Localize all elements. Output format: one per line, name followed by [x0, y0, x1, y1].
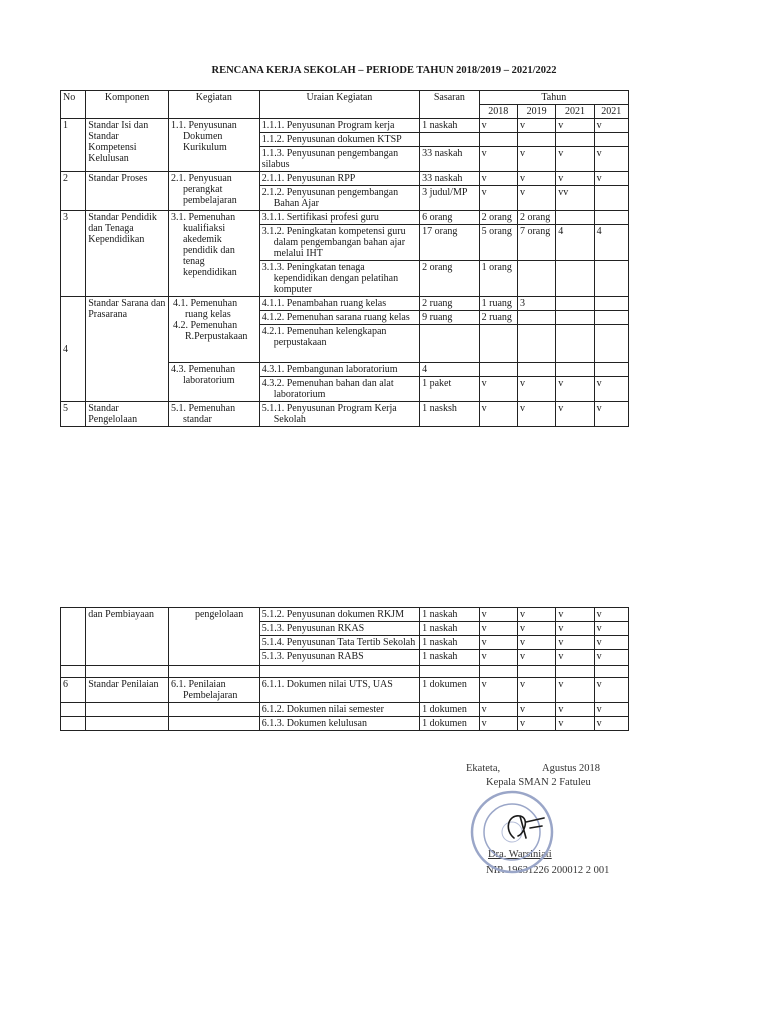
empty-cell: [61, 703, 86, 717]
year-cell: [594, 211, 628, 225]
kegiatan-cell: 4.3. Pemenuhan laboratorium: [168, 363, 259, 402]
row-no: 1: [61, 119, 86, 172]
year-header: 2018: [479, 105, 517, 119]
sasaran-cell: 1 paket: [420, 377, 480, 402]
kegiatan-cell: 6.1. Penilaian Pembelajaran: [168, 678, 259, 703]
signer-name: Dra. Warsiniati: [488, 849, 552, 860]
sasaran-cell: 1 naskah: [420, 608, 480, 622]
year-cell: v: [517, 622, 555, 636]
year-cell: v: [479, 717, 517, 731]
row-no: 5: [61, 402, 86, 427]
empty-cell: [168, 666, 259, 678]
year-cell: [517, 311, 555, 325]
year-cell: v: [594, 622, 628, 636]
kegiatan-cell: 3.1. Pemenuhan kualifiaksi akedemik pendidik dan tenag kependidikan: [168, 211, 259, 297]
table-row: [61, 119, 629, 133]
year-cell: [556, 325, 594, 363]
year-cell: [479, 133, 517, 147]
table-row: [61, 678, 629, 703]
year-cell: 3: [517, 297, 555, 311]
sasaran-cell: 1 nasksh: [420, 402, 480, 427]
sasaran-cell: 33 naskah: [420, 172, 480, 186]
document-title: RENCANA KERJA SEKOLAH – PERIODE TAHUN 2018/2019 – 2021/2022: [211, 65, 557, 76]
table-row: [61, 703, 629, 717]
uraian-cell: 2.1.1. Penyusunan RPP: [259, 172, 419, 186]
uraian-cell: 3.1.1. Sertifikasi profesi guru: [259, 211, 419, 225]
year-cell: v: [594, 717, 628, 731]
uraian-cell: 6.1.2. Dokumen nilai semester: [259, 703, 419, 717]
year-cell: 1 ruang: [479, 297, 517, 311]
year-cell: v: [479, 119, 517, 133]
year-cell: [517, 261, 555, 297]
year-cell: 4: [594, 225, 628, 261]
empty-cell: [556, 666, 594, 678]
empty-cell: [168, 703, 259, 717]
table-row: [61, 402, 629, 427]
empty-cell: [168, 717, 259, 731]
kegiatan-item: 4.2. Pemenuhan R.Perpustakaan: [172, 320, 248, 342]
year-cell: [594, 363, 628, 377]
komponen-cell: Standar Proses: [86, 172, 169, 211]
uraian-cell: 3.1.3. Peningkatan tenaga kependidikan dengan pelatihan komputer: [259, 261, 419, 297]
year-cell: v: [594, 650, 628, 666]
year-header: 2021: [556, 105, 594, 119]
signer-nip: NIP. 19631226 200012 2 001: [486, 865, 610, 876]
komponen-cell: Standar Sarana dan Prasarana: [86, 297, 169, 402]
header-uraian: Uraian Kegiatan: [259, 91, 419, 119]
work-plan-table-continued: [60, 607, 629, 731]
uraian-cell: 3.1.2. Peningkatan kompetensi guru dalam pengembangan bahan ajar melalui IHT: [259, 225, 419, 261]
uraian-cell: 5.1.2. Penyusunan dokumen RKJM: [259, 608, 419, 622]
kegiatan-cell: pengelolaan: [168, 608, 259, 666]
sasaran-cell: 2 orang: [420, 261, 480, 297]
year-cell: v: [556, 147, 594, 172]
year-cell: 1 orang: [479, 261, 517, 297]
year-cell: v: [479, 678, 517, 703]
year-cell: v: [479, 186, 517, 211]
empty-cell: [61, 666, 86, 678]
komponen-cell: Standar Pendidik dan Tenaga Kependidikan: [86, 211, 169, 297]
year-cell: v: [594, 636, 628, 650]
sasaran-cell: 3 judul/MP: [420, 186, 480, 211]
year-cell: v: [479, 402, 517, 427]
year-cell: v: [517, 650, 555, 666]
sasaran-cell: 1 dokumen: [420, 678, 480, 703]
year-cell: v: [479, 147, 517, 172]
year-cell: v: [479, 608, 517, 622]
year-cell: v: [517, 119, 555, 133]
year-cell: [556, 297, 594, 311]
sasaran-cell: [420, 325, 480, 363]
sasaran-cell: [420, 133, 480, 147]
year-cell: [594, 261, 628, 297]
spacer-row: [61, 666, 629, 678]
uraian-cell: 4.1.2. Pemenuhan sarana ruang kelas: [259, 311, 419, 325]
sasaran-cell: 33 naskah: [420, 147, 480, 172]
year-cell: v: [556, 402, 594, 427]
year-cell: v: [517, 402, 555, 427]
year-cell: v: [556, 172, 594, 186]
komponen-cell: Standar Isi dan Standar Kompetensi Kelulusan: [86, 119, 169, 172]
year-cell: [556, 133, 594, 147]
year-cell: v: [594, 703, 628, 717]
kegiatan-cell: 1.1. Penyusunan Dokumen Kurikulum: [168, 119, 259, 172]
header-komponen: Komponen: [86, 91, 169, 119]
header-no: No: [61, 91, 86, 119]
header-row: [61, 91, 629, 105]
year-cell: [479, 325, 517, 363]
year-cell: v: [517, 678, 555, 703]
uraian-cell: 4.1.1. Penambahan ruang kelas: [259, 297, 419, 311]
year-cell: [479, 363, 517, 377]
year-cell: [517, 325, 555, 363]
uraian-cell: 6.1.3. Dokumen kelulusan: [259, 717, 419, 731]
year-cell: v: [594, 172, 628, 186]
year-cell: v: [556, 636, 594, 650]
empty-cell: [594, 666, 628, 678]
table-row: [61, 172, 629, 186]
year-cell: v: [556, 377, 594, 402]
sasaran-cell: 4: [420, 363, 480, 377]
empty-cell: [259, 666, 419, 678]
table-row: [61, 717, 629, 731]
year-cell: [594, 133, 628, 147]
year-cell: 7 orang: [517, 225, 555, 261]
year-cell: v: [594, 147, 628, 172]
year-cell: v: [517, 377, 555, 402]
year-cell: [556, 363, 594, 377]
kegiatan-cell: 5.1. Pemenuhan standar: [168, 402, 259, 427]
uraian-cell: 1.1.1. Penyusunan Program kerja: [259, 119, 419, 133]
year-header: 2019: [517, 105, 555, 119]
year-cell: [556, 211, 594, 225]
year-cell: [517, 133, 555, 147]
sasaran-cell: 6 orang: [420, 211, 480, 225]
year-cell: v: [556, 717, 594, 731]
year-cell: v: [517, 186, 555, 211]
year-header: 2021: [594, 105, 628, 119]
komponen-cell: Standar Pengelolaan: [86, 402, 169, 427]
kegiatan-cell: 2.1. Penyusuan perangkat pembelajaran: [168, 172, 259, 211]
signer-role: Kepala SMAN 2 Fatuleu: [486, 777, 591, 788]
sasaran-cell: 1 dokumen: [420, 703, 480, 717]
sasaran-cell: 1 naskah: [420, 119, 480, 133]
place-date: [466, 762, 666, 776]
year-cell: v: [556, 650, 594, 666]
row-no: 3: [61, 211, 86, 297]
date: Agustus 2018: [542, 763, 601, 774]
komponen-cell: Standar Penilaian: [86, 678, 169, 703]
sasaran-cell: 1 dokumen: [420, 717, 480, 731]
year-cell: v: [517, 608, 555, 622]
year-cell: v: [556, 703, 594, 717]
komponen-cell: dan Pembiayaan: [86, 608, 169, 666]
year-cell: 2 orang: [517, 211, 555, 225]
year-cell: 2 orang: [479, 211, 517, 225]
empty-cell: [479, 666, 517, 678]
year-cell: v: [517, 147, 555, 172]
uraian-cell: 5.1.3. Penyusunan RABS: [259, 650, 419, 666]
year-cell: v: [556, 678, 594, 703]
empty-cell: [86, 703, 169, 717]
year-cell: v: [556, 622, 594, 636]
year-cell: [594, 186, 628, 211]
year-cell: v: [517, 717, 555, 731]
table-row: [61, 608, 629, 622]
year-cell: [594, 297, 628, 311]
handwritten-signature: [500, 808, 560, 848]
uraian-cell: 6.1.1. Dokumen nilai UTS, UAS: [259, 678, 419, 703]
year-cell: v: [479, 650, 517, 666]
table-row: [61, 297, 629, 311]
empty-cell: [517, 666, 555, 678]
row-no: 4: [61, 297, 86, 402]
year-cell: v: [517, 636, 555, 650]
sasaran-cell: 1 naskah: [420, 650, 480, 666]
empty-cell: [86, 666, 169, 678]
uraian-cell: 1.1.2. Penyusunan dokumen KTSP: [259, 133, 419, 147]
year-cell: [556, 311, 594, 325]
year-cell: [556, 261, 594, 297]
year-cell: v: [479, 703, 517, 717]
year-cell: v: [594, 377, 628, 402]
kegiatan-cell: [168, 297, 259, 363]
year-cell: v: [594, 402, 628, 427]
empty-cell: [61, 717, 86, 731]
row-no: 6: [61, 678, 86, 703]
uraian-cell: 4.3.2. Pemenuhan bahan dan alat laboratorium: [259, 377, 419, 402]
place: Ekateta,: [466, 763, 501, 774]
kegiatan-item: 4.1. Pemenuhan ruang kelas: [172, 298, 238, 320]
uraian-cell: 5.1.3. Penyusunan RKAS: [259, 622, 419, 636]
sasaran-cell: 1 naskah: [420, 636, 480, 650]
year-cell: v: [594, 608, 628, 622]
table-row: [61, 211, 629, 225]
year-cell: v: [594, 119, 628, 133]
year-cell: v: [479, 172, 517, 186]
sasaran-cell: 1 naskah: [420, 622, 480, 636]
uraian-cell: 4.3.1. Pembangunan laboratorium: [259, 363, 419, 377]
work-plan-table: [60, 90, 629, 427]
year-cell: v: [556, 119, 594, 133]
year-cell: v: [517, 703, 555, 717]
row-no: [61, 608, 86, 666]
sasaran-cell: 2 ruang: [420, 297, 480, 311]
sasaran-cell: 17 orang: [420, 225, 480, 261]
uraian-cell: 5.1.4. Penyusunan Tata Tertib Sekolah: [259, 636, 419, 650]
uraian-cell: 4.2.1. Pemenuhan kelengkapan perpustakaan: [259, 325, 419, 363]
year-cell: 2 ruang: [479, 311, 517, 325]
year-cell: vv: [556, 186, 594, 211]
header-tahun: Tahun: [479, 91, 628, 105]
year-cell: v: [517, 172, 555, 186]
year-cell: 4: [556, 225, 594, 261]
year-cell: [594, 311, 628, 325]
year-cell: v: [594, 678, 628, 703]
year-cell: 5 orang: [479, 225, 517, 261]
header-kegiatan: Kegiatan: [168, 91, 259, 119]
row-no: 2: [61, 172, 86, 211]
uraian-cell: 2.1.2. Penyusunan pengembangan Bahan Ajar: [259, 186, 419, 211]
empty-cell: [86, 717, 169, 731]
header-sasaran: Sasaran: [420, 91, 480, 119]
uraian-cell: 5.1.1. Penyusunan Program Kerja Sekolah: [259, 402, 419, 427]
year-cell: [517, 363, 555, 377]
year-cell: v: [479, 622, 517, 636]
year-cell: v: [556, 608, 594, 622]
year-cell: v: [479, 636, 517, 650]
empty-cell: [420, 666, 480, 678]
year-cell: [594, 325, 628, 363]
sasaran-cell: 9 ruang: [420, 311, 480, 325]
year-cell: v: [479, 377, 517, 402]
uraian-cell: 1.1.3. Penyusunan pengembangan silabus: [259, 147, 419, 172]
